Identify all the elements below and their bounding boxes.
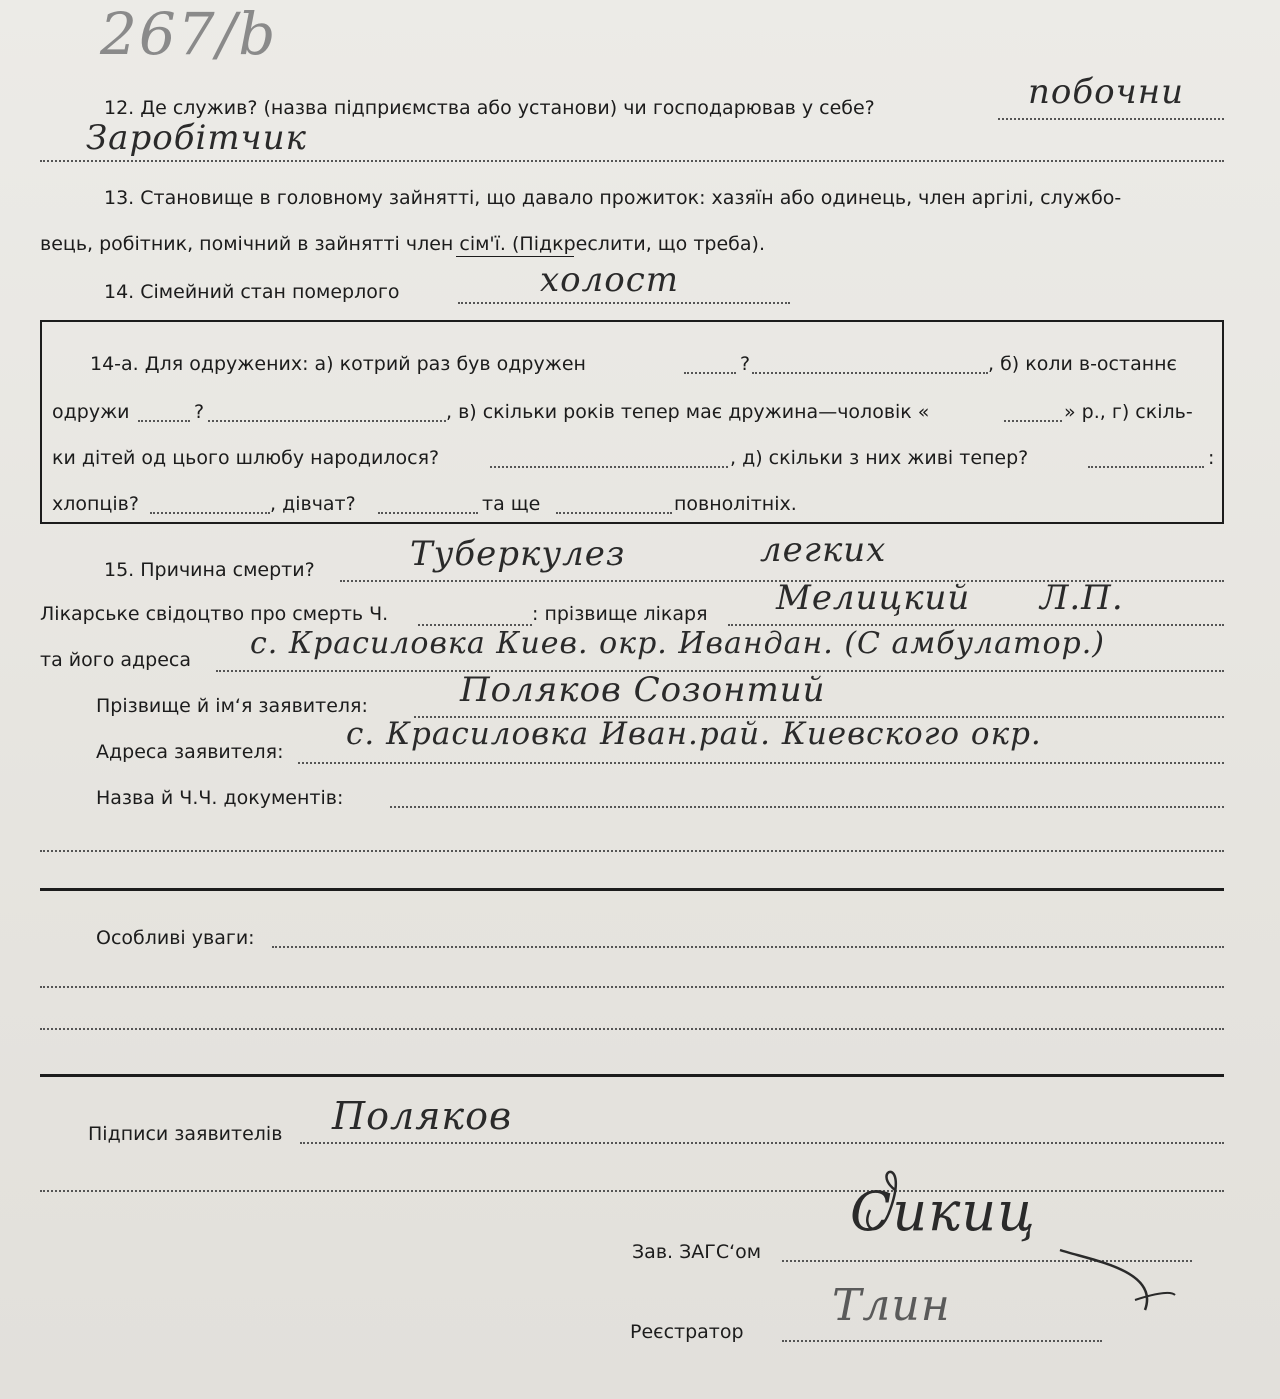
address-label: та його адреса: [40, 649, 191, 671]
registrar-label: Реєстратор: [630, 1321, 744, 1343]
docs-line-2: [40, 850, 1224, 852]
q15-label: 15. Причина смерти?: [104, 559, 315, 581]
doctor-label: Лікарське свідоцтво про смерть Ч.: [40, 603, 389, 625]
q12-answer-line: [998, 118, 1224, 120]
q14a-l2c: , в) скільки років тепер має дружина—чоловік «: [446, 401, 930, 423]
head-signature: Сикиц: [850, 1180, 1036, 1243]
applicants-signature: Поляков: [332, 1094, 513, 1138]
applicant-docs-line: [390, 806, 1224, 808]
q14a-dots: [378, 512, 478, 514]
applicants-sig-label: Підписи заявителів: [88, 1123, 283, 1145]
registrar-line: [782, 1340, 1102, 1342]
section-rule: [40, 1074, 1224, 1077]
q14a-dots: [556, 512, 672, 514]
doctor-initials: Л.П.: [1040, 578, 1124, 618]
q14a-l4b: , дівчат?: [270, 493, 356, 515]
q12-answer-line-2: [40, 160, 1224, 162]
applicant-addr-line: [298, 762, 1224, 764]
q14a-dots: [1004, 420, 1062, 422]
notes-line-3: [40, 1028, 1224, 1030]
applicant-addr: с. Красиловка Иван.рай. Киевского окр.: [346, 716, 1042, 752]
notes-label: Особливі уваги:: [96, 927, 255, 949]
q14a-dots: [138, 420, 190, 422]
q14-answer: холост: [540, 260, 680, 300]
q12-answer-2: Заробітчик: [86, 118, 307, 158]
notes-line-2: [40, 986, 1224, 988]
applicants-sig-line: [300, 1142, 1224, 1144]
q14a-l1c: , б) коли в-останнє: [988, 353, 1177, 375]
q14a-dots: [150, 512, 270, 514]
q14a-l1b: ?: [740, 353, 751, 375]
head-sig-label: Зав. ЗАГС‘ом: [632, 1241, 762, 1263]
q14a-dots: [208, 420, 446, 422]
q14a-l1a: 14-а. Для одружених: а) котрий раз був одружен: [90, 353, 586, 375]
q12-label: 12. Де служив? (назва підприємства або установи) чи господарював у себе?: [104, 97, 875, 119]
corner-archive-number: 267/b: [100, 0, 278, 68]
q13-underline: [456, 256, 574, 257]
q14a-box: [40, 320, 1224, 524]
q14-label: 14. Сімейний стан померлого: [104, 281, 400, 303]
q14a-l4d: повнолітніх.: [674, 493, 797, 515]
q14a-l4c: та ще: [482, 493, 541, 515]
q14a-dots: [684, 372, 736, 374]
q14a-l3b: , д) скільки з них живі тепер?: [730, 447, 1029, 469]
q14a-dots: [752, 372, 988, 374]
applicant-name: Поляков Созонтий: [460, 670, 826, 710]
q14a-dots: [1088, 466, 1204, 468]
registrar-signature: Тлин: [832, 1280, 951, 1331]
notes-line-1: [272, 946, 1224, 948]
q14a-l4a: хлопців?: [52, 493, 139, 515]
q14a-l2a: одружи: [52, 401, 130, 423]
q13-line-2: вець, робітник, помічний в зайнятті член сім'ї. (Підкреслити, що треба).: [40, 233, 765, 255]
q15-answer-1: Туберкулез: [410, 534, 626, 574]
q15-answer-2: легких: [760, 530, 887, 570]
q13-line-1: 13. Становище в головному зайнятті, що давало прожиток: хазяїн або одинець, член аргілі, службо-: [104, 187, 1122, 209]
q14a-l2b: ?: [194, 401, 205, 423]
address-value: с. Красиловка Киев. окр. Ивандан. (С амбулатор.): [250, 626, 1105, 661]
q14a-l3a: ки дітей од цього шлюбу народилося?: [52, 447, 440, 469]
section-rule: [40, 888, 1224, 891]
applicant-docs-label: Назва й Ч.Ч. документів:: [96, 787, 344, 809]
q12-answer-1: побочни: [1028, 72, 1185, 112]
doctor-name: Мелицкий: [776, 578, 971, 618]
applicant-name-label: Прізвище й ім‘я заявителя:: [96, 695, 368, 717]
q14a-l3c: :: [1208, 447, 1215, 469]
doctor-name-label: : прізвище лікаря: [532, 603, 708, 625]
q14a-l2d: » р., г) скіль-: [1064, 401, 1193, 423]
applicant-addr-label: Адреса заявителя:: [96, 741, 284, 763]
q14a-dots: [490, 466, 728, 468]
q14-answer-line: [458, 302, 790, 304]
